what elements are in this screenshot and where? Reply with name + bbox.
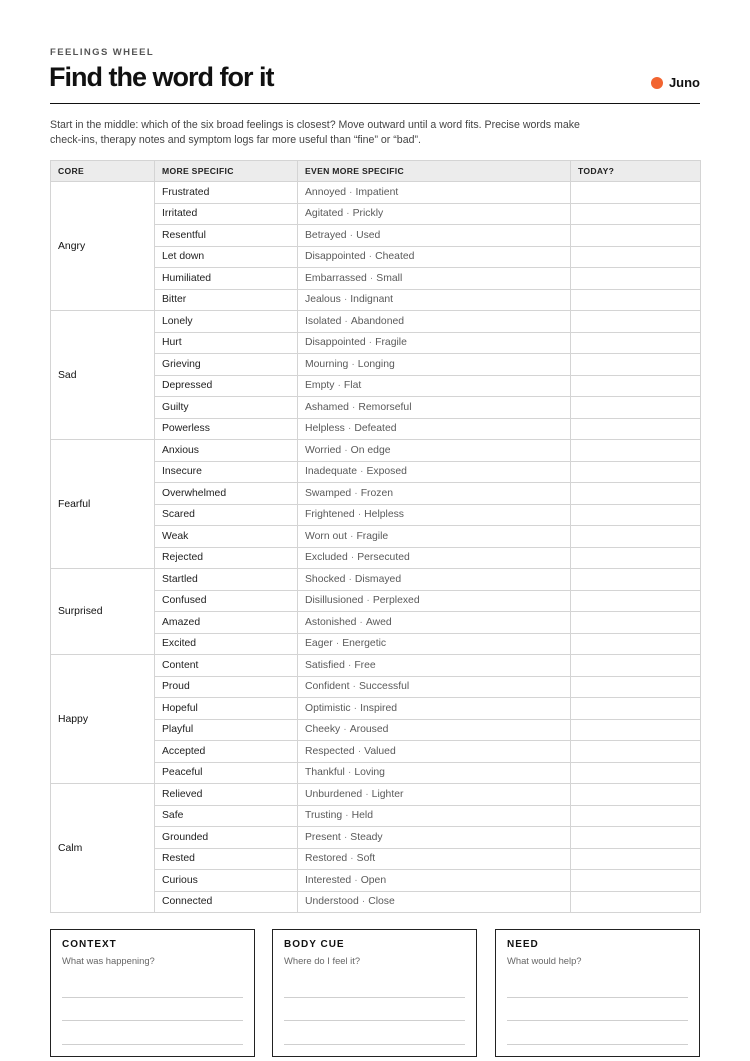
specific-feeling: Safe: [155, 805, 298, 827]
core-feeling: Angry: [51, 182, 155, 311]
today-checkbox-cell[interactable]: [571, 848, 701, 870]
feeling-word: Close: [368, 896, 395, 908]
today-checkbox-cell[interactable]: [571, 461, 701, 483]
more-specific-feelings: [298, 805, 571, 827]
specific-feeling: Startled: [155, 569, 298, 591]
feeling-word: Soft: [356, 853, 376, 865]
specific-feeling: Humiliated: [155, 268, 298, 290]
feeling-word: Small: [376, 272, 403, 284]
feeling-word: Helpless: [305, 423, 345, 435]
specific-feeling: Rested: [155, 848, 298, 870]
feeling-word: Impatient: [355, 186, 399, 198]
feeling-word: Optimistic: [305, 702, 351, 714]
table-row: [51, 569, 701, 591]
feeling-word: Dismayed: [354, 573, 402, 585]
word-separator: ·: [345, 810, 349, 822]
more-specific-feelings: [298, 569, 571, 591]
specific-feeling: Connected: [155, 891, 298, 913]
feeling-word: Helpless: [364, 509, 405, 521]
word-separator: ·: [365, 788, 369, 800]
today-checkbox-cell[interactable]: [571, 504, 701, 526]
more-specific-feelings: [298, 418, 571, 440]
feeling-word: Shocked: [305, 573, 346, 585]
page-title: Find the word for it: [49, 62, 274, 92]
more-specific-feelings: [298, 375, 571, 397]
specific-feeling: Accepted: [155, 741, 298, 763]
more-specific-feelings: [298, 762, 571, 784]
feeling-word: Unburdened: [305, 788, 363, 800]
feelings-table: [50, 160, 701, 913]
feeling-word: Eager: [305, 638, 333, 650]
panel-title: BODY CUE: [284, 939, 345, 950]
specific-feeling: Irritated: [155, 203, 298, 225]
feeling-word: Aroused: [349, 724, 389, 736]
feeling-word: On edge: [350, 444, 391, 456]
writing-line[interactable]: [62, 1044, 243, 1045]
feeling-word: Inadequate: [305, 466, 358, 478]
feeling-word: Disappointed: [305, 337, 366, 349]
today-checkbox-cell[interactable]: [571, 332, 701, 354]
feeling-word: Lighter: [371, 788, 404, 800]
more-specific-feelings: [298, 440, 571, 462]
word-separator: ·: [347, 423, 352, 435]
core-feeling: Calm: [51, 784, 155, 913]
feeling-word: Fragile: [375, 337, 407, 349]
brand-name: Juno: [668, 75, 700, 90]
panel-prompt: Where do I feel it?: [284, 955, 361, 966]
today-checkbox-cell[interactable]: [571, 483, 701, 505]
feeling-word: Interested: [305, 874, 352, 886]
more-specific-feelings: [298, 225, 571, 247]
more-specific-feelings: [298, 827, 571, 849]
specific-feeling: Resentful: [155, 225, 298, 247]
word-separator: ·: [337, 380, 341, 392]
feeling-word: Respected: [305, 745, 355, 757]
today-checkbox-cell[interactable]: [571, 182, 701, 204]
more-specific-feelings: [298, 397, 571, 419]
specific-feeling: Confused: [155, 590, 298, 612]
column-header-today: TODAY?: [571, 161, 701, 182]
today-checkbox-cell[interactable]: [571, 418, 701, 440]
word-separator: ·: [346, 208, 350, 220]
more-specific-feelings: [298, 268, 571, 290]
more-specific-feelings: [298, 461, 571, 483]
feeling-word: Worn out: [305, 530, 347, 542]
brand-dot-icon: [651, 77, 663, 89]
feeling-word: Ashamed: [305, 401, 349, 413]
feeling-word: Used: [356, 229, 381, 241]
specific-feeling: Powerless: [155, 418, 298, 440]
word-separator: ·: [357, 509, 362, 521]
specific-feeling: Relieved: [155, 784, 298, 806]
panel-prompt: What was happening?: [62, 955, 155, 966]
more-specific-feelings: [298, 182, 571, 204]
feeling-word: Swamped: [305, 487, 352, 499]
table-row: [51, 440, 701, 462]
feeling-word: Perplexed: [372, 595, 420, 607]
panel-title: CONTEXT: [62, 939, 117, 950]
feeling-word: Remorseful: [358, 401, 412, 413]
today-checkbox-cell[interactable]: [571, 397, 701, 419]
feeling-word: Isolated: [305, 315, 342, 327]
table-row: [51, 311, 701, 333]
feeling-word: Cheated: [375, 251, 415, 263]
feeling-word: Indignant: [350, 294, 394, 306]
feeling-word: Restored: [305, 853, 348, 865]
more-specific-feelings: [298, 547, 571, 569]
feeling-word: Frozen: [360, 487, 394, 499]
feeling-word: Steady: [350, 831, 383, 843]
word-separator: ·: [368, 337, 373, 349]
feeling-word: Open: [360, 874, 387, 886]
feeling-word: Thankful: [305, 767, 345, 779]
word-separator: ·: [359, 616, 363, 628]
today-checkbox-cell[interactable]: [571, 246, 701, 268]
today-checkbox-cell[interactable]: [571, 784, 701, 806]
more-specific-feelings: [298, 354, 571, 376]
writing-line[interactable]: [62, 1020, 243, 1021]
table-row: [51, 182, 701, 204]
today-checkbox-cell[interactable]: [571, 633, 701, 655]
word-separator: ·: [344, 315, 348, 327]
feeling-word: Exposed: [366, 466, 407, 478]
word-separator: ·: [343, 724, 347, 736]
more-specific-feelings: [298, 203, 571, 225]
feeling-word: Successful: [358, 681, 410, 693]
word-separator: ·: [350, 552, 355, 564]
table-header-row: [51, 161, 701, 182]
word-separator: ·: [347, 767, 352, 779]
feeling-word: Fragile: [356, 530, 389, 542]
today-checkbox-cell[interactable]: [571, 698, 701, 720]
writing-line[interactable]: [62, 997, 243, 998]
feeling-word: Excluded: [305, 552, 348, 564]
today-checkbox-cell[interactable]: [571, 741, 701, 763]
panel-prompt: What would help?: [507, 955, 582, 966]
specific-feeling: Frustrated: [155, 182, 298, 204]
specific-feeling: Grounded: [155, 827, 298, 849]
specific-feeling: Anxious: [155, 440, 298, 462]
today-checkbox-cell[interactable]: [571, 719, 701, 741]
feeling-word: Embarrassed: [305, 272, 367, 284]
word-separator: ·: [349, 530, 354, 542]
more-specific-feelings: [298, 612, 571, 634]
feeling-word: Valued: [364, 745, 396, 757]
today-checkbox-cell[interactable]: [571, 203, 701, 225]
today-checkbox-cell[interactable]: [571, 891, 701, 913]
feeling-word: Disillusioned: [305, 595, 364, 607]
today-checkbox-cell[interactable]: [571, 655, 701, 677]
specific-feeling: Amazed: [155, 612, 298, 634]
today-checkbox-cell[interactable]: [571, 268, 701, 290]
more-specific-feelings: [298, 483, 571, 505]
specific-feeling: Playful: [155, 719, 298, 741]
today-checkbox-cell[interactable]: [571, 440, 701, 462]
word-separator: ·: [343, 294, 348, 306]
more-specific-feelings: [298, 289, 571, 311]
column-header-more-specific: MORE SPECIFIC: [155, 161, 298, 182]
context-panel[interactable]: [50, 929, 255, 1057]
writing-line[interactable]: [284, 997, 465, 998]
feeling-word: Prickly: [352, 208, 384, 220]
more-specific-feelings: [298, 848, 571, 870]
more-specific-feelings: [298, 719, 571, 741]
column-header-even-more-specific: EVEN MORE SPECIFIC: [298, 161, 571, 182]
table-body: [51, 182, 701, 913]
specific-feeling: Scared: [155, 504, 298, 526]
specific-feeling: Content: [155, 655, 298, 677]
today-checkbox-cell[interactable]: [571, 827, 701, 849]
writing-line[interactable]: [507, 1020, 688, 1021]
today-checkbox-cell[interactable]: [571, 805, 701, 827]
more-specific-feelings: [298, 655, 571, 677]
feeling-word: Present: [305, 831, 341, 843]
more-specific-feelings: [298, 698, 571, 720]
specific-feeling: Bitter: [155, 289, 298, 311]
word-separator: ·: [344, 444, 348, 456]
today-checkbox-cell[interactable]: [571, 676, 701, 698]
today-checkbox-cell[interactable]: [571, 289, 701, 311]
word-separator: ·: [369, 272, 374, 284]
feeling-word: Frightened: [305, 509, 355, 521]
feeling-word: Jealous: [305, 294, 341, 306]
feeling-word: Understood: [305, 896, 359, 908]
today-checkbox-cell[interactable]: [571, 612, 701, 634]
today-checkbox-cell[interactable]: [571, 590, 701, 612]
need-panel[interactable]: [495, 929, 700, 1057]
feeling-word: Trusting: [305, 810, 343, 822]
today-checkbox-cell[interactable]: [571, 354, 701, 376]
word-separator: ·: [361, 896, 366, 908]
word-separator: ·: [351, 358, 355, 370]
today-checkbox-cell[interactable]: [571, 225, 701, 247]
writing-line[interactable]: [507, 1044, 688, 1045]
specific-feeling: Grieving: [155, 354, 298, 376]
today-checkbox-cell[interactable]: [571, 311, 701, 333]
feeling-word: Abandoned: [350, 315, 405, 327]
more-specific-feelings: [298, 891, 571, 913]
feeling-word: Loving: [354, 767, 385, 779]
eyebrow-label: FEELINGS WHEEL: [50, 47, 155, 58]
specific-feeling: Rejected: [155, 547, 298, 569]
writing-line[interactable]: [284, 1044, 465, 1045]
feeling-word: Empty: [305, 380, 335, 392]
feeling-word: Free: [354, 659, 376, 671]
feeling-word: Inspired: [360, 702, 398, 714]
more-specific-feelings: [298, 676, 571, 698]
word-separator: ·: [349, 186, 353, 198]
specific-feeling: Depressed: [155, 375, 298, 397]
word-separator: ·: [347, 659, 352, 671]
feeling-word: Confident: [305, 681, 350, 693]
word-separator: ·: [351, 401, 356, 413]
today-checkbox-cell[interactable]: [571, 569, 701, 591]
today-checkbox-cell[interactable]: [571, 526, 701, 548]
feeling-word: Satisfied: [305, 659, 345, 671]
word-separator: ·: [353, 702, 358, 714]
feeling-word: Held: [351, 810, 373, 822]
today-checkbox-cell[interactable]: [571, 762, 701, 784]
panel-title: NEED: [507, 939, 539, 950]
specific-feeling: Lonely: [155, 311, 298, 333]
feeling-word: Energetic: [342, 638, 387, 650]
table-row: [51, 784, 701, 806]
specific-feeling: Excited: [155, 633, 298, 655]
brand-logo: [651, 75, 700, 90]
more-specific-feelings: [298, 246, 571, 268]
more-specific-feelings: [298, 311, 571, 333]
feeling-word: Agitated: [305, 208, 344, 220]
word-separator: ·: [343, 831, 348, 843]
more-specific-feelings: [298, 633, 571, 655]
specific-feeling: Curious: [155, 870, 298, 892]
word-separator: ·: [352, 681, 356, 693]
more-specific-feelings: [298, 784, 571, 806]
today-checkbox-cell[interactable]: [571, 547, 701, 569]
word-separator: ·: [368, 251, 373, 263]
more-specific-feelings: [298, 526, 571, 548]
word-separator: ·: [348, 573, 352, 585]
word-separator: ·: [354, 487, 358, 499]
writing-line[interactable]: [284, 1020, 465, 1021]
core-feeling: Surprised: [51, 569, 155, 655]
writing-line[interactable]: [507, 997, 688, 998]
more-specific-feelings: [298, 870, 571, 892]
column-header-core: CORE: [51, 161, 155, 182]
more-specific-feelings: [298, 741, 571, 763]
specific-feeling: Insecure: [155, 461, 298, 483]
feeling-word: Betrayed: [305, 229, 347, 241]
word-separator: ·: [360, 466, 364, 478]
word-separator: ·: [335, 638, 340, 650]
body-cue-panel[interactable]: [272, 929, 477, 1057]
feeling-word: Awed: [365, 616, 392, 628]
feeling-word: Annoyed: [305, 186, 347, 198]
feeling-word: Astonished: [305, 616, 357, 628]
word-separator: ·: [349, 229, 354, 241]
intro-text: Start in the middle: which of the six broad feelings is closest? Move outward until a word fits. Precise words make check-ins, therapy notes and symptom logs far more useful than “fine” or “bad”.: [50, 119, 580, 146]
word-separator: ·: [366, 595, 370, 607]
today-checkbox-cell[interactable]: [571, 375, 701, 397]
feeling-word: Persecuted: [357, 552, 410, 564]
specific-feeling: Hopeful: [155, 698, 298, 720]
specific-feeling: Overwhelmed: [155, 483, 298, 505]
more-specific-feelings: [298, 504, 571, 526]
word-separator: ·: [357, 745, 362, 757]
specific-feeling: Hurt: [155, 332, 298, 354]
table-row: [51, 655, 701, 677]
feeling-word: Mourning: [305, 358, 349, 370]
feeling-word: Longing: [357, 358, 395, 370]
core-feeling: Happy: [51, 655, 155, 784]
header-divider: [50, 103, 700, 104]
feeling-word: Defeated: [354, 423, 397, 435]
feeling-word: Worried: [305, 444, 342, 456]
core-feeling: Sad: [51, 311, 155, 440]
specific-feeling: Let down: [155, 246, 298, 268]
specific-feeling: Weak: [155, 526, 298, 548]
feeling-word: Cheeky: [305, 724, 341, 736]
more-specific-feelings: [298, 590, 571, 612]
specific-feeling: Peaceful: [155, 762, 298, 784]
specific-feeling: Proud: [155, 676, 298, 698]
word-separator: ·: [350, 853, 354, 865]
feeling-word: Flat: [343, 380, 362, 392]
feeling-word: Disappointed: [305, 251, 366, 263]
specific-feeling: Guilty: [155, 397, 298, 419]
today-checkbox-cell[interactable]: [571, 870, 701, 892]
more-specific-feelings: [298, 332, 571, 354]
core-feeling: Fearful: [51, 440, 155, 569]
word-separator: ·: [354, 874, 358, 886]
